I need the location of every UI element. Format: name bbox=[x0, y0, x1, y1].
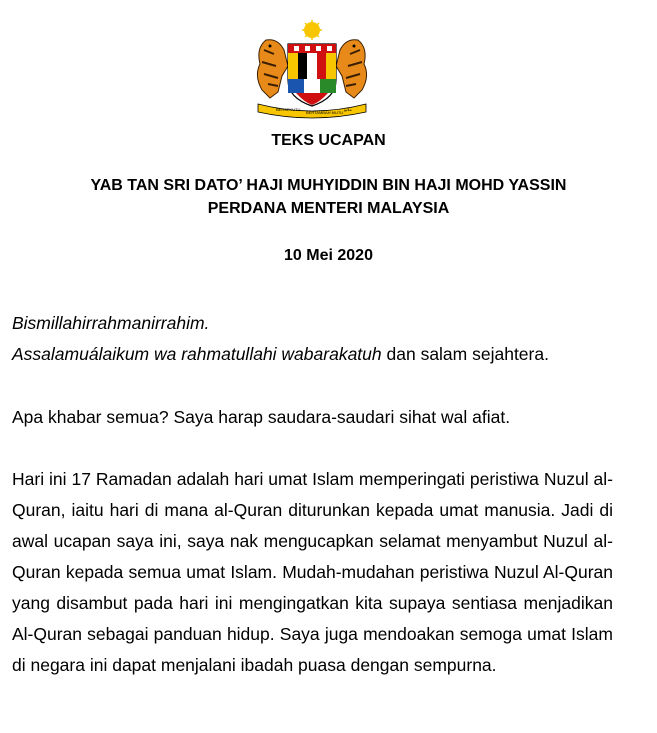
salam-line bbox=[12, 339, 613, 370]
speech-date: 10 Mei 2020 bbox=[284, 247, 373, 264]
speaker-name: YAB TAN SRI DATO’ HAJI MUHYIDDIN BIN HAJI MOHD YASSIN bbox=[90, 177, 567, 194]
salam-italic-text: Assalamuálaikum wa rahmatullahi wabarakatuh bbox=[12, 344, 382, 364]
svg-text:ملايو: ملايو bbox=[344, 107, 352, 112]
khabar-paragraph: Apa khabar semua? Saya harap saudara-saudari sihat wal afiat. bbox=[12, 407, 511, 427]
federal-star-icon bbox=[300, 20, 324, 46]
svg-text:BERSEKUTU: BERSEKUTU bbox=[276, 107, 301, 112]
speaker-position: PERDANA MENTERI MALAYSIA bbox=[207, 200, 450, 217]
shield-icon bbox=[288, 44, 336, 106]
right-tiger-icon bbox=[336, 40, 367, 98]
malaysia-coat-of-arms-logo bbox=[248, 20, 376, 120]
bismillah-text: Bismillahirrahmanirrahim. bbox=[12, 313, 210, 333]
nuzul-quran-paragraph: Hari ini 17 Ramadan adalah hari umat Islam memperingati peristiwa Nuzul al-Quran, iaitu hari di mana al-Quran diturunkan kepada umat manusia. Jadi di awal ucapan saya ini, saya nak mengucapkan selamat menyambut Nuzul al-Quran kepada semua umat Islam. Mudah-mudahan peristiwa Nuzul Al-Quran yang disambut pada hari ini mengingatkan kita supaya sentiasa menjadikan Al-Quran sebagai panduan hidup. Saya juga mendoakan semoga umat Islam di negara ini dapat menjalani ibadah puasa dengan sempurna. bbox=[12, 469, 613, 675]
left-tiger-icon bbox=[257, 40, 288, 98]
salam-rest-text: dan salam sejahtera. bbox=[381, 344, 549, 364]
greeting-paragraph bbox=[12, 308, 613, 370]
svg-text:BERTAMBAH MUTU: BERTAMBAH MUTU bbox=[306, 110, 344, 115]
document-title: TEKS UCAPAN bbox=[271, 132, 386, 149]
